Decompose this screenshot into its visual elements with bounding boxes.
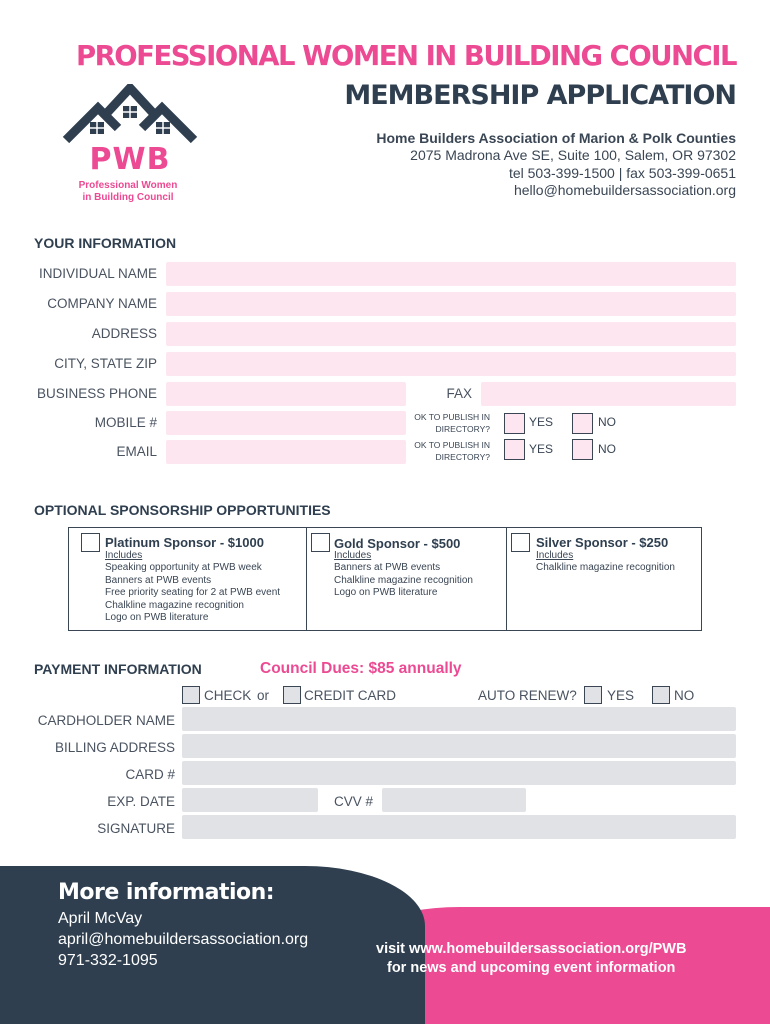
gold-sponsor xyxy=(307,528,507,630)
cardholder-name-field[interactable] xyxy=(182,707,736,731)
check-checkbox[interactable] xyxy=(182,686,200,704)
billing-address-field[interactable] xyxy=(182,734,736,758)
city-state-zip-label: CITY, STATE ZIP xyxy=(54,356,157,371)
gold-checkbox[interactable] xyxy=(311,533,330,552)
publish-mobile-yes-checkbox[interactable] xyxy=(504,413,525,434)
payment-heading: PAYMENT INFORMATION xyxy=(34,661,202,677)
exp-date-label: EXP. DATE xyxy=(107,794,175,809)
fax-label: FAX xyxy=(446,386,472,401)
publish-mobile-no-label: NO xyxy=(598,415,616,429)
individual-name-label: INDIVIDUAL NAME xyxy=(38,266,157,281)
cardholder-name-label: CARDHOLDER NAME xyxy=(37,713,175,728)
logo-line1: Professional Women xyxy=(78,180,178,191)
check-label: CHECK xyxy=(204,688,252,703)
publish-line1: OK TO PUBLISH IN xyxy=(414,412,490,422)
auto-renew-label: AUTO RENEW? xyxy=(478,688,577,703)
visit-info-text: for news and upcoming event information xyxy=(387,960,676,976)
your-info-heading: YOUR INFORMATION xyxy=(34,235,177,251)
card-number-label: CARD # xyxy=(125,767,175,782)
silver-item: Chalkline magazine recognition xyxy=(536,562,675,573)
mobile-field[interactable] xyxy=(166,411,406,435)
fax-field[interactable] xyxy=(481,382,736,406)
visit-website-link[interactable]: visit www.homebuildersassociation.org/PWB xyxy=(376,941,687,957)
company-name-field[interactable] xyxy=(166,292,736,316)
publish-email-question xyxy=(400,439,490,463)
page-subtitle: MEMBERSHIP APPLICATION xyxy=(344,80,736,111)
silver-checkbox[interactable] xyxy=(511,533,530,552)
org-email: hello@homebuildersassociation.org xyxy=(513,182,736,198)
or-label: or xyxy=(257,688,270,703)
platinum-sponsor xyxy=(69,528,307,630)
publish-mobile-no-checkbox[interactable] xyxy=(572,413,593,434)
company-name-label: COMPANY NAME xyxy=(47,296,157,311)
logo-line2: in Building Council xyxy=(82,192,174,203)
more-info-heading: More information: xyxy=(58,880,275,905)
business-phone-field[interactable] xyxy=(166,382,406,406)
contact-name: April McVay xyxy=(58,910,143,927)
publish-mobile-yes-label: YES xyxy=(529,415,554,429)
auto-renew-no-label: NO xyxy=(674,688,695,703)
exp-date-field[interactable] xyxy=(182,788,318,812)
contact-phone: 971-332-1095 xyxy=(58,952,158,969)
business-phone-label: BUSINESS PHONE xyxy=(36,386,157,401)
publish-email-yes-checkbox[interactable] xyxy=(504,439,525,460)
auto-renew-no-checkbox[interactable] xyxy=(652,686,670,704)
city-state-zip-field[interactable] xyxy=(166,352,736,376)
silver-title: Silver Sponsor - $250 xyxy=(536,535,669,550)
gold-item: Banners at PWB events xyxy=(334,562,441,573)
publish-line2: DIRECTORY? xyxy=(435,452,490,462)
platinum-item: Logo on PWB literature xyxy=(105,612,209,623)
publish-line1: OK TO PUBLISH IN xyxy=(414,440,490,450)
publish-email-no-checkbox[interactable] xyxy=(572,439,593,460)
org-phones: tel 503-399-1500 | fax 503-399-0651 xyxy=(508,165,736,181)
auto-renew-yes-label: YES xyxy=(607,688,635,703)
address-label: ADDRESS xyxy=(91,326,157,341)
publish-line2: DIRECTORY? xyxy=(435,424,490,434)
publish-email-yes-label: YES xyxy=(529,442,554,456)
card-number-field[interactable] xyxy=(182,761,736,785)
platinum-item: Speaking opportunity at PWB week xyxy=(105,562,262,573)
gold-includes: Includes xyxy=(334,550,372,561)
sponsorship-box xyxy=(68,527,702,631)
silver-sponsor xyxy=(507,528,701,630)
gold-item: Chalkline magazine recognition xyxy=(334,574,473,586)
silver-includes: Includes xyxy=(536,550,574,561)
publish-email-no-label: NO xyxy=(598,442,616,456)
gold-title: Gold Sponsor - $500 xyxy=(334,536,461,551)
cvv-label: CVV # xyxy=(334,794,374,809)
sponsorship-heading: OPTIONAL SPONSORSHIP OPPORTUNITIES xyxy=(34,502,331,518)
signature-label: SIGNATURE xyxy=(97,821,175,836)
page-title: PROFESSIONAL WOMEN IN BUILDING COUNCIL xyxy=(75,40,736,72)
platinum-includes: Includes xyxy=(105,550,143,561)
billing-address-label: BILLING ADDRESS xyxy=(54,740,175,755)
individual-name-field[interactable] xyxy=(166,262,736,286)
credit-card-label: CREDIT CARD xyxy=(304,688,397,703)
auto-renew-yes-checkbox[interactable] xyxy=(584,686,602,704)
address-field[interactable] xyxy=(166,322,736,346)
org-name: Home Builders Association of Marion & Polk Counties xyxy=(376,130,736,146)
email-label: EMAIL xyxy=(116,444,157,459)
mobile-label: MOBILE # xyxy=(94,415,157,430)
cvv-field[interactable] xyxy=(382,788,526,812)
logo-abbr: PWB xyxy=(89,142,171,177)
platinum-title: Platinum Sponsor - $1000 xyxy=(105,535,264,550)
email-field[interactable] xyxy=(166,440,406,464)
contact-email[interactable]: april@homebuildersassociation.org xyxy=(58,931,309,948)
council-dues: Council Dues: $85 annually xyxy=(260,660,462,677)
publish-mobile-question xyxy=(400,411,490,435)
signature-field[interactable] xyxy=(182,815,736,839)
platinum-item: Banners at PWB events xyxy=(105,574,212,586)
platinum-checkbox[interactable] xyxy=(81,533,100,552)
gold-item: Logo on PWB literature xyxy=(334,587,438,598)
platinum-item: Chalkline magazine recognition xyxy=(105,599,244,611)
org-address: 2075 Madrona Ave SE, Suite 100, Salem, OR 97302 xyxy=(410,147,736,163)
platinum-item: Free priority seating for 2 at PWB event xyxy=(105,587,281,598)
credit-card-checkbox[interactable] xyxy=(283,686,301,704)
